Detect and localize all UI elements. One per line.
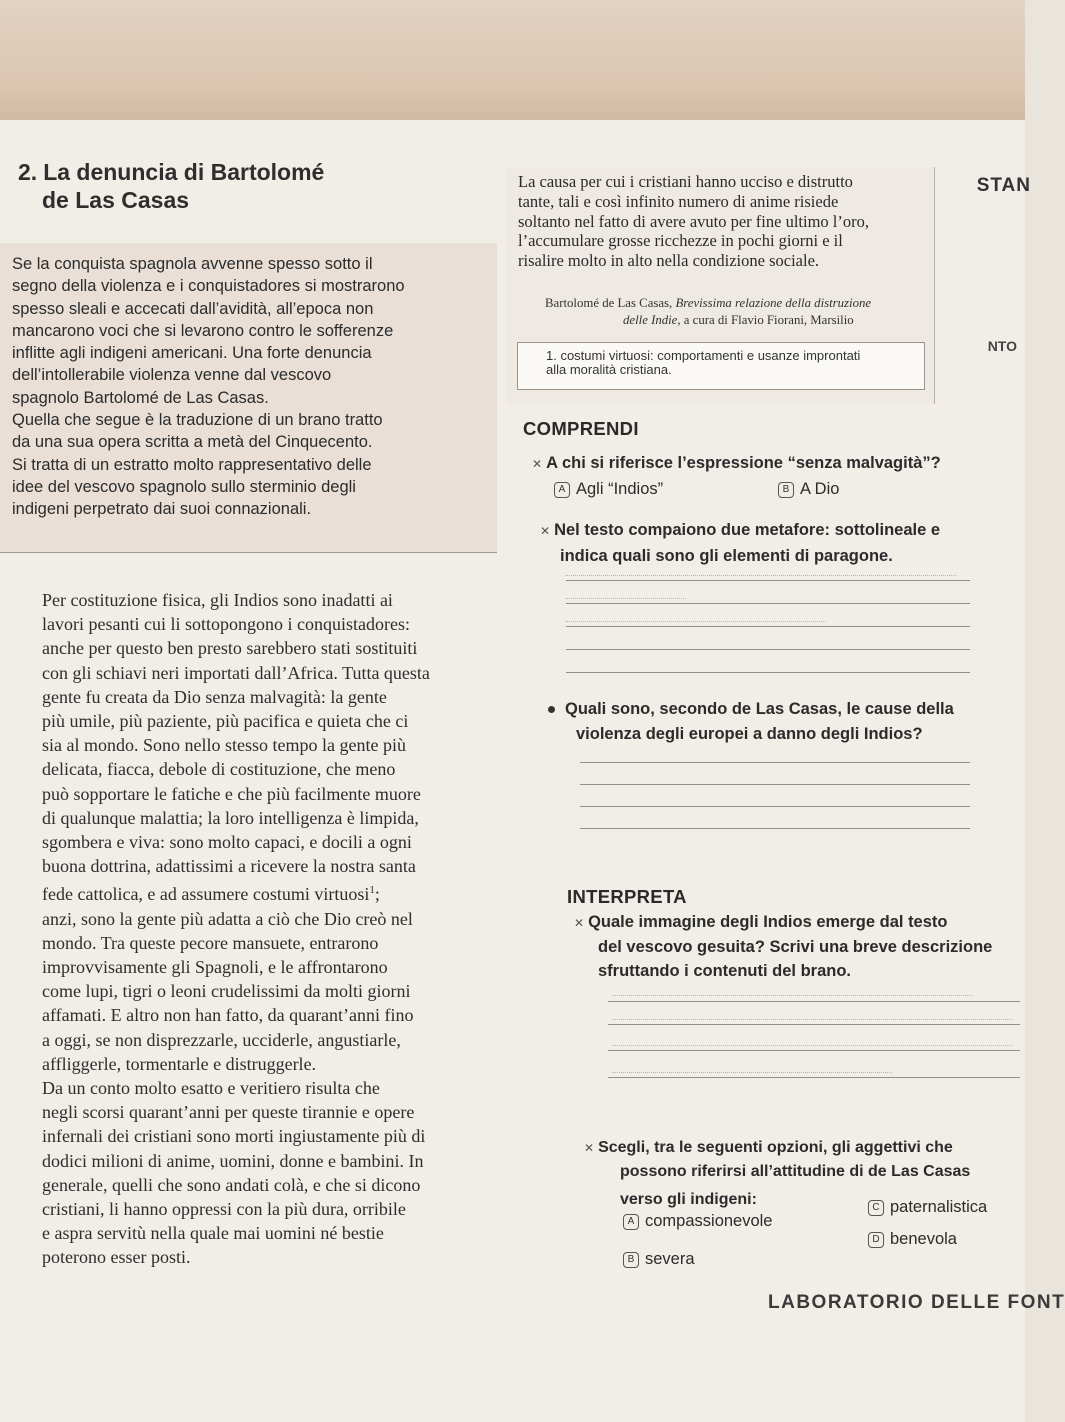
quote-line: soltanto nel fatto di avere avuto per fine ultimo l’oro, xyxy=(518,211,869,231)
footnote-box: 1. costumi virtuosi: comportamenti e usanze improntati alla moralità cristiana. xyxy=(517,342,925,390)
pencil-scribble xyxy=(566,575,956,576)
quote-line: l’accumulare grosse ricchezze in pochi giorni e il xyxy=(518,231,843,251)
passage-line: come lupi, tigri o leoni crudelissimi da molti giorni xyxy=(42,981,411,1002)
passage-line: Per costituzione fisica, gli Indios sono inadatti ai xyxy=(42,590,393,610)
passage-line: a oggi, se non disprezzarle, ucciderle, angustiarle, xyxy=(42,1029,401,1050)
source-passage xyxy=(42,588,512,1270)
quote-line: La causa per cui i cristiani hanno ucciso e distrutto xyxy=(518,172,853,191)
passage-line: anche per questo ben presto sarebbero stati sostituiti xyxy=(42,638,418,659)
interpreta-heading: INTERPRETA xyxy=(567,886,687,907)
interpreta-option-b[interactable]: B severa xyxy=(623,1250,695,1269)
answer-line[interactable] xyxy=(608,1077,1020,1078)
tick-mark-icon: ✕ xyxy=(584,1141,595,1155)
intro-line: spesso sleali e accecati dall’avidità, all’epoca non xyxy=(12,299,374,318)
passage-line: fede cattolica, e ad assumere costumi virtuosi$^1$; xyxy=(42,884,380,905)
passage-line: cristiani, li hanno oppressi con la più dura, orribile xyxy=(42,1199,406,1220)
passage-line: buona dottrina, adattissimi a ricevere la nostra santa xyxy=(42,856,416,877)
tick-mark-icon: ✕ xyxy=(574,916,585,930)
passage-line: mondo. Tra queste pecore mansuete, entrarono xyxy=(42,932,379,953)
interpreta-question-1: ✕ Quale immagine degli Indios emerge dal testo del vescovo gesuita? Scrivi una breve descrizione sfruttando i contenuti del brano. xyxy=(574,913,993,980)
side-tab-middle: NTO xyxy=(987,338,1017,354)
tick-mark-icon: ✕ xyxy=(532,457,543,471)
answer-line[interactable] xyxy=(566,649,970,650)
answer-line[interactable] xyxy=(566,672,970,673)
comprendi-question-1: ✕ A chi si riferisce l’espressione “senza malvagità”? xyxy=(532,452,952,475)
footnote-ref: 1 xyxy=(369,884,375,897)
answer-line[interactable] xyxy=(608,1024,1020,1025)
passage-line: delicata, fiacca, debole di costituzione, che meno xyxy=(42,759,396,780)
tick-mark-icon: ✕ xyxy=(540,524,551,538)
passage-line: anzi, sono la gente più adatta a ciò che Dio creò nel xyxy=(42,908,413,929)
answer-line[interactable] xyxy=(580,762,970,763)
pencil-scribble xyxy=(566,621,826,622)
passage-line: dodici milioni di anime, uomini, donne e bambini. In xyxy=(42,1150,424,1171)
passage-line: sia al mondo. Sono nello stesso tempo la gente più xyxy=(42,735,406,756)
passage-line: più umile, più paziente, più pacifica e quieta che ci xyxy=(42,711,409,732)
intro-line: da una sua opera scritta a metà del Cinquecento. xyxy=(12,433,373,452)
pencil-scribble xyxy=(612,1072,892,1073)
quote-text xyxy=(518,172,922,271)
passage-line: sgombera e viva: sono molto capaci, e docili a ogni xyxy=(42,832,412,853)
pencil-scribble xyxy=(612,1019,1012,1020)
footer-section-label: LABORATORIO DELLE FONT xyxy=(768,1292,1065,1313)
answer-line[interactable] xyxy=(608,1050,1020,1051)
passage-line: negli scorsi quarant’anni per queste tirannie e opere xyxy=(42,1102,415,1123)
passage-line: affliggerle, tormentarle e distruggerle. xyxy=(42,1053,317,1074)
passage-line: poterono esser posti. xyxy=(42,1247,191,1268)
comprendi-question-3: Quali sono, secondo de Las Casas, le cause della violenza degli europei a danno degli Indios? xyxy=(548,698,968,745)
intro-line: Se la conquista spagnola avvenne spesso sotto il xyxy=(12,255,373,273)
side-tab-top: STAN xyxy=(976,175,1031,196)
passage-line: improvvisamente gli Spagnoli, e le affrontarono xyxy=(42,957,388,978)
quote-line: tante, tali e così infinito numero di anime risiede xyxy=(518,191,839,211)
answer-line[interactable] xyxy=(580,828,970,829)
bullet-icon xyxy=(548,706,555,713)
pencil-scribble xyxy=(612,1045,1012,1046)
intro-line: segno della violenza e i conquistadores si mostrarono xyxy=(12,277,405,296)
answer-line[interactable] xyxy=(566,580,970,581)
comprendi-q1-option-b[interactable]: B A Dio xyxy=(778,480,839,499)
passage-line: Da un conto molto esatto e veritiero risulta che xyxy=(42,1078,380,1099)
top-background-band xyxy=(0,0,1025,140)
passage-line: lavori pesanti cui li sottopongono i conquistadores: xyxy=(42,614,410,635)
intro-box xyxy=(0,243,497,553)
passage-line: infernali dei cristiani sono morti ingiustamente più di xyxy=(42,1126,426,1147)
interpreta-option-d[interactable]: D benevola xyxy=(868,1230,957,1249)
answer-line[interactable] xyxy=(580,784,970,785)
intro-line: spagnolo Bartolomé de Las Casas. xyxy=(12,388,269,407)
intro-line: inflitte agli indigeni americani. Una forte denuncia xyxy=(12,344,372,363)
intro-line: Si tratta di un estratto molto rappresentativo delle xyxy=(12,455,372,474)
passage-line: di qualunque malattia; la loro intelligenza è limpida, xyxy=(42,807,419,828)
intro-line: mancarono voci che si levarono contro le sofferenze xyxy=(12,321,394,340)
pencil-scribble xyxy=(612,995,972,996)
passage-line: generale, quelli che sono andati colà, e che si dicono xyxy=(42,1174,421,1195)
passage-line: e aspra servitù nella quale mai uomini né bestie xyxy=(42,1223,384,1244)
passage-line: gente fu creata da Dio senza malvagità: la gente xyxy=(42,686,387,707)
interpreta-option-c[interactable]: C paternalistica xyxy=(868,1198,987,1217)
comprendi-question-2: ✕ Nel testo compaiono due metafore: sottolineale e indica quali sono gli elementi di paragone. xyxy=(540,521,941,565)
intro-line: dell’intollerabile violenza venne dal vescovo xyxy=(12,366,332,385)
source-citation: Bartolomé de Las Casas, Brevissima relazione della distruzione delle Indie, a cura di Flavio Fiorani, Marsilio xyxy=(545,296,872,327)
answer-line[interactable] xyxy=(566,626,970,627)
intro-line: idee del vescovo spagnolo sullo sterminio degli xyxy=(12,477,356,496)
answer-line[interactable] xyxy=(608,1001,1020,1002)
interpreta-question-2: ✕ Scegli, tra le seguenti opzioni, gli aggettivi che possono riferirsi all’attitudine di de Las Casas verso gli indigeni: xyxy=(584,1139,971,1208)
section-title: 2. La denuncia di Bartolomé de Las Casas xyxy=(18,159,325,213)
passage-line: può sopportare le fatiche e che più facilmente muore xyxy=(42,783,421,804)
pencil-scribble xyxy=(566,598,686,599)
interpreta-option-a[interactable]: A compassionevole xyxy=(623,1212,773,1231)
passage-line: affamati. E altro non han fatto, da quarant’anni fino xyxy=(42,1005,414,1026)
quote-line: risalire molto in alto nella condizione sociale. xyxy=(518,251,820,271)
answer-line[interactable] xyxy=(566,603,970,604)
comprendi-heading: COMPRENDI xyxy=(523,418,639,439)
passage-line: con gli schiavi neri importati dall’Africa. Tutta questa xyxy=(42,662,430,683)
intro-line: indigeni perpetrato dai suoi connazionali. xyxy=(12,500,312,519)
answer-line[interactable] xyxy=(580,806,970,807)
intro-line: Quella che segue è la traduzione di un brano tratto xyxy=(12,411,383,430)
comprendi-q1-option-a[interactable]: A Agli “Indios” xyxy=(554,480,663,499)
